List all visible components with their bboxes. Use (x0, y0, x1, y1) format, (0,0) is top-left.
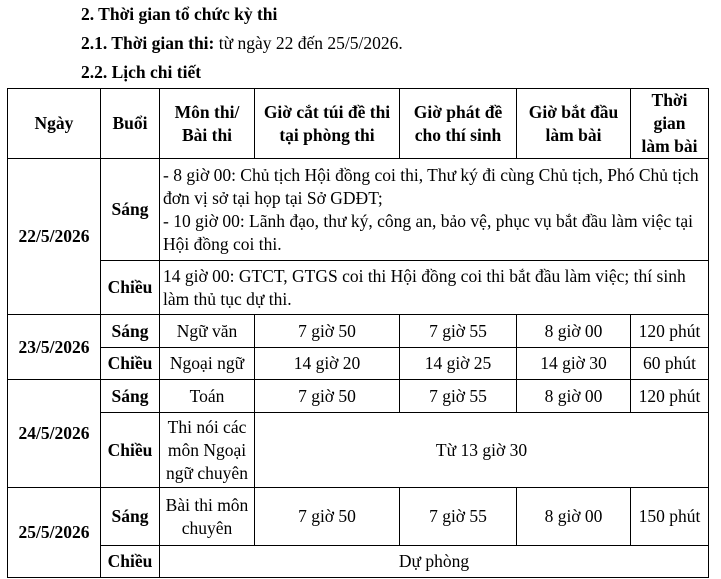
section-title: 2. Thời gian tổ chức kỳ thi (81, 4, 278, 24)
schedule-subtitle: 2.2. Lịch chi tiết (81, 62, 202, 82)
exam-period-line (81, 32, 403, 54)
start-time-cell: 8 giờ 00 (517, 488, 631, 546)
duration-cell: 120 phút (631, 380, 709, 413)
session-morning-25: Sáng (101, 488, 160, 546)
date-cell-23: 23/5/2026 (8, 315, 101, 380)
exam-period-value: từ ngày 22 đến 25/5/2026. (214, 33, 403, 53)
date-cell-25: 25/5/2026 (8, 488, 101, 578)
subject-cell: Bài thi môn chuyên (160, 488, 255, 546)
subject-cell: Ngoại ngữ (160, 348, 255, 380)
table-row (8, 159, 709, 261)
handout-time-cell: 7 giờ 55 (400, 380, 517, 413)
session-afternoon-24: Chiều (101, 413, 160, 488)
handout-time-cell: 7 giờ 55 (400, 488, 517, 546)
reserve-cell: Dự phòng (160, 546, 709, 578)
header-duration: Thời gian làm bài (631, 89, 709, 159)
table-row (8, 380, 709, 413)
session-afternoon-22: Chiều (101, 261, 160, 315)
notes-morning-22: - 8 giờ 00: Chủ tịch Hội đồng coi thi, Thư ký đi cùng Chủ tịch, Phó Chủ tịch đơn vị sở tại họp tại Sở GDĐT; - 10 giờ 00: Lãnh đạo, thư ký, công an, bảo vệ, phục vụ bắt đầu làm việc tại Hội đồng coi thi. (160, 159, 709, 261)
header-day: Ngày (8, 89, 101, 159)
header-start-time: Giờ bắt đầu làm bài (517, 89, 631, 159)
session-morning-22: Sáng (101, 159, 160, 261)
duration-cell: 120 phút (631, 315, 709, 348)
bag-time-cell: 7 giờ 50 (255, 315, 400, 348)
merged-time-cell: Từ 13 giờ 30 (255, 413, 709, 488)
subject-cell: Ngữ văn (160, 315, 255, 348)
session-afternoon-25: Chiều (101, 546, 160, 578)
header-row (8, 89, 709, 159)
subject-cell: Toán (160, 380, 255, 413)
handout-time-cell: 14 giờ 25 (400, 348, 517, 380)
header-subject: Môn thi/ Bài thi (160, 89, 255, 159)
subject-cell: Thi nói các môn Ngoại ngữ chuyên (160, 413, 255, 488)
table-row (8, 315, 709, 348)
session-afternoon-23: Chiều (101, 348, 160, 380)
table-row (8, 546, 709, 578)
date-cell-22: 22/5/2026 (8, 159, 101, 315)
bag-time-cell: 14 giờ 20 (255, 348, 400, 380)
handout-time-cell: 7 giờ 55 (400, 315, 517, 348)
header-bag-open-time: Giờ cắt túi đề thi tại phòng thi (255, 89, 400, 159)
header-paper-handout-time: Giờ phát đề cho thí sinh (400, 89, 517, 159)
notes-afternoon-22: 14 giờ 00: GTCT, GTGS coi thi Hội đồng coi thi bắt đầu làm việc; thí sinh làm thủ tục dự thi. (160, 261, 709, 315)
table-row (8, 261, 709, 315)
bag-time-cell: 7 giờ 50 (255, 380, 400, 413)
duration-cell: 60 phút (631, 348, 709, 380)
session-morning-23: Sáng (101, 315, 160, 348)
start-time-cell: 8 giờ 00 (517, 315, 631, 348)
exam-period-label: 2.1. Thời gian thi: (81, 33, 215, 53)
table-row (8, 413, 709, 488)
start-time-cell: 14 giờ 30 (517, 348, 631, 380)
bag-time-cell: 7 giờ 50 (255, 488, 400, 546)
exam-schedule-table (7, 88, 709, 578)
duration-cell: 150 phút (631, 488, 709, 546)
session-morning-24: Sáng (101, 380, 160, 413)
table-row (8, 488, 709, 546)
date-cell-24: 24/5/2026 (8, 380, 101, 488)
start-time-cell: 8 giờ 00 (517, 380, 631, 413)
table-row (8, 348, 709, 380)
header-session: Buổi (101, 89, 160, 159)
